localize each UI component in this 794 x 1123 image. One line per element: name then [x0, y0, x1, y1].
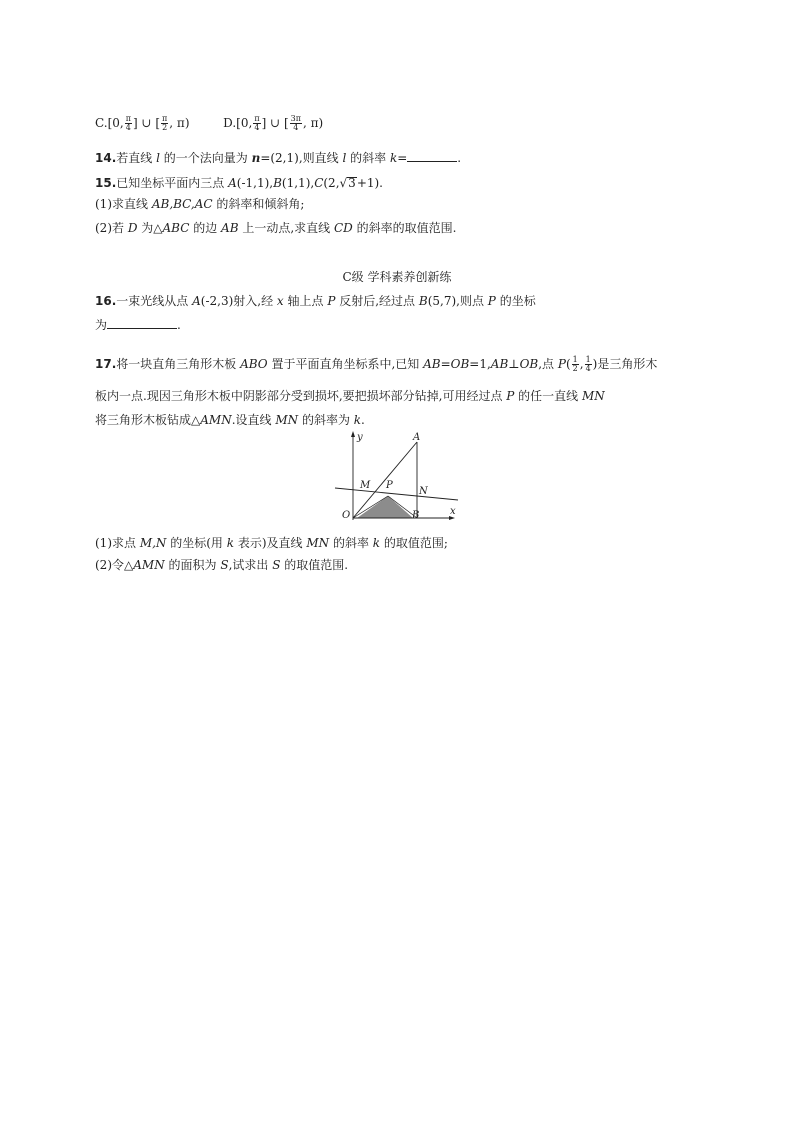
section-heading-c: C级 学科素养创新练: [342, 270, 452, 284]
fraction: $\frac{3\pi}{4}$: [290, 114, 301, 132]
label-p: P: [386, 480, 393, 491]
question-17-line-3: 将三角形木板钻成△AMN.设直线 MN 的斜率为 k.: [95, 413, 365, 427]
question-15-part-2: (2)若 D 为△ABC 的边 AB 上一动点,求直线 CD 的斜率的取值范围.: [95, 221, 457, 235]
fraction: $\frac{\pi}{2}$: [162, 114, 168, 132]
label-m: M: [360, 480, 371, 491]
fraction: $\frac{1}{2}$: [572, 355, 578, 373]
y-axis-arrow: [351, 431, 355, 437]
question-number: 16.: [95, 294, 117, 308]
question-17-part-2: (2)令△AMN 的面积为 S,试求出 S 的取值范围.: [95, 558, 349, 572]
question-16: 16.一束光线从点 A(-2,3)射入,经 x 轴上点 P 反射后,经过点 B(5,7),则点 P 的坐标: [95, 294, 536, 308]
answer-blank[interactable]: [407, 150, 457, 162]
question-number: 15.: [95, 176, 117, 190]
label-n: N: [419, 486, 428, 497]
fraction: $\frac{\pi}{4}$: [125, 114, 131, 132]
question-number: 14.: [95, 151, 117, 165]
label-x: x: [450, 506, 456, 517]
question-16-line-2: 为 .: [95, 318, 181, 332]
question-15: 15.已知坐标平面内三点 A(-1,1),B(1,1),C(2,√3+1).: [95, 176, 383, 190]
sqrt-symbol: √: [339, 176, 348, 190]
question-17-part-1: (1)求点 M,N 的坐标(用 k 表示)及直线 MN 的斜率 k 的取值范围;: [95, 536, 448, 550]
option-c[interactable]: C.[0, $\frac{\pi}{4}$ ] ∪ [ $\frac{\pi}{2}$ , π): [95, 114, 190, 132]
label-b: B: [412, 510, 420, 521]
option-d[interactable]: D.[0, $\frac{\pi}{4}$ ] ∪ [ $\frac{3\pi}{4}$ , π): [223, 114, 324, 132]
question-number: 17.: [95, 357, 117, 371]
triangle-figure: [330, 428, 465, 523]
q13-options: [95, 115, 323, 132]
question-14: 14.若直线 l 的一个法向量为 n=(2,1),则直线 l 的斜率 k= .: [95, 151, 462, 165]
label-y: y: [357, 432, 363, 443]
fraction: $\frac{\pi}{4}$: [254, 114, 260, 132]
question-17-line-2: 板内一点.现因三角形木板中阴影部分受到损坏,要把损坏部分钻掉,可用经过点 P 的任一直线 MN: [95, 389, 605, 403]
shaded-damaged-region: [357, 496, 413, 518]
question-17: 17.将一块直角三角形木板 ABO 置于平面直角坐标系中,已知 AB=OB=1,AB⊥OB,点 P( $\frac{1}{2}$ , $\frac{1}{4}$ )是三角形木: [95, 355, 658, 373]
answer-blank[interactable]: [107, 317, 177, 329]
fraction: $\frac{1}{4}$: [585, 355, 591, 373]
label-o: O: [342, 510, 351, 521]
line-mn: [335, 488, 458, 500]
label-a: A: [413, 432, 421, 443]
question-15-part-1: (1)求直线 AB,BC,AC 的斜率和倾斜角;: [95, 197, 305, 211]
